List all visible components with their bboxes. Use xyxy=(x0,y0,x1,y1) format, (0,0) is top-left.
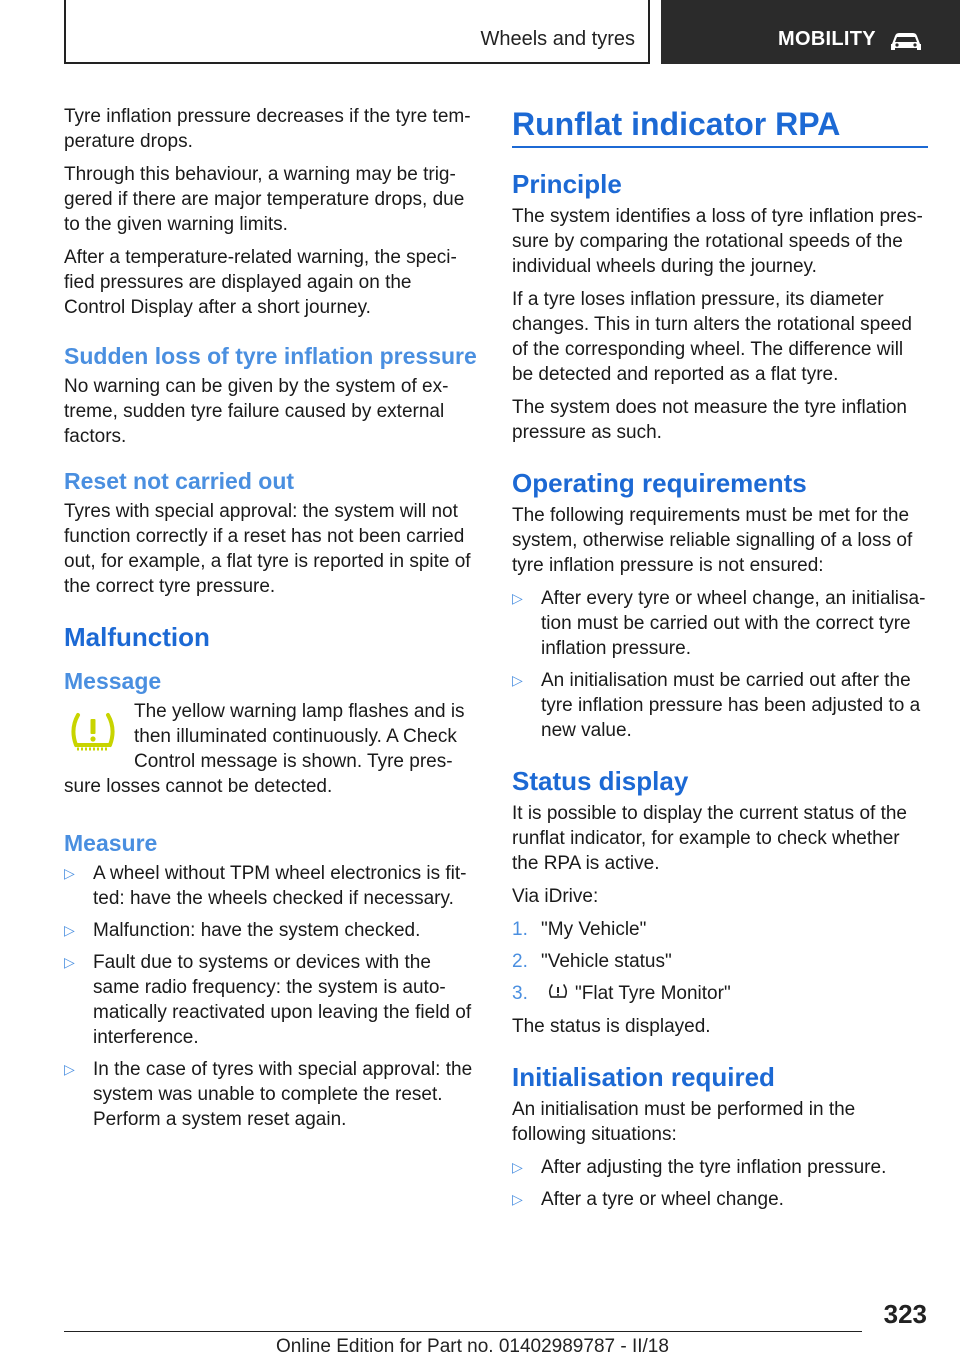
left-column xyxy=(64,104,478,1140)
triangle-bullet-icon: ▷ xyxy=(512,1191,523,1207)
header-chapter-label: MOBILITY xyxy=(778,28,876,50)
heading-initialisation-required: Initialisation required xyxy=(512,1062,775,1092)
footer-rule xyxy=(64,1331,862,1332)
triangle-bullet-icon: ▷ xyxy=(64,1061,75,1077)
list-item: 3. "Flat Tyre Monitor" xyxy=(512,983,731,1004)
tyre-pressure-warning-icon xyxy=(68,711,118,757)
right-column xyxy=(512,104,928,1220)
heading-status-display: Status display xyxy=(512,766,689,796)
paragraph: The status is displayed. xyxy=(512,1016,711,1037)
list-item: 1. "My Vehicle" xyxy=(512,919,647,940)
paragraph: The following requirements must be met for the system, otherwise reliable signalling of a loss of tyre inflation pressure is not ensured: xyxy=(512,505,913,576)
header-section-title: Wheels and tyres xyxy=(480,28,635,50)
paragraph: Through this behaviour, a warning may be trig-gered if there are major temperature drops, due to the given warning limits. xyxy=(64,164,465,235)
heading-principle: Principle xyxy=(512,169,622,199)
footer-edition: Online Edition for Part no. 01402989787 - II/18 xyxy=(276,1336,669,1357)
triangle-bullet-icon: ▷ xyxy=(512,672,523,688)
paragraph: An initialisation must be performed in the following situations: xyxy=(512,1099,856,1145)
operating-list xyxy=(512,586,928,743)
list-item: 2. "Vehicle status" xyxy=(512,951,672,972)
paragraph: The system identifies a loss of tyre inflation pres-sure by comparing the rotational speeds of the individual wheels during the journey. xyxy=(512,206,923,277)
heading-malfunction: Malfunction xyxy=(64,622,210,652)
triangle-bullet-icon: ▷ xyxy=(64,954,75,970)
heading-operating-requirements: Operating requirements xyxy=(512,468,807,498)
page-number: 323 xyxy=(883,1299,927,1329)
list-item: ▷ After every tyre or wheel change, an initialisa-tion must be carried out with the correct tyre inflation pressure. xyxy=(512,588,926,659)
list-item: ▷ In the case of tyres with special approval: the system was unable to complete the reset. Perform a system reset again. xyxy=(64,1059,473,1130)
paragraph: Via iDrive: xyxy=(512,886,599,907)
heading-reset-not-carried-out: Reset not carried out xyxy=(64,468,295,494)
initialisation-list xyxy=(512,1155,928,1212)
car-icon xyxy=(888,29,924,53)
paragraph: Tyres with special approval: the system will not function correctly if a reset has not been carried out, for example, a flat tyre is reported in spite of the correct tyre pressure. xyxy=(64,501,471,597)
paragraph: The system does not measure the tyre inflation pressure as such. xyxy=(512,397,907,443)
paragraph: If a tyre loses inflation pressure, its diameter changes. This in turn alters the rotational speed of the corresponding wheel. The difference will be detected and reported as a flat tyre. xyxy=(512,289,912,385)
triangle-bullet-icon: ▷ xyxy=(512,1159,523,1175)
list-item: ▷ After a tyre or wheel change. xyxy=(512,1189,784,1210)
triangle-bullet-icon: ▷ xyxy=(512,590,523,606)
list-item: ▷ Fault due to systems or devices with the same radio frequency: the system is auto-matically reactivated upon leaving the field of interference. xyxy=(64,952,472,1048)
flat-tyre-monitor-icon xyxy=(547,983,569,1001)
heading-runflat-indicator: Runflat indicator RPA xyxy=(512,106,841,142)
heading-sudden-loss: Sudden loss of tyre inflation pressure xyxy=(64,343,477,369)
list-item: ▷ An initialisation must be carried out after the tyre inflation pressure has been adjusted to a new value. xyxy=(512,670,921,741)
message-block xyxy=(64,699,478,807)
paragraph: Tyre inflation pressure decreases if the tyre tem-perature drops. xyxy=(64,106,471,152)
list-item: ▷ After adjusting the tyre inflation pressure. xyxy=(512,1157,887,1178)
idrive-steps xyxy=(512,917,928,1006)
header-divider xyxy=(648,0,650,64)
measure-list xyxy=(64,861,478,1132)
list-item: ▷ A wheel without TPM wheel electronics is fit-ted: have the wheels checked if necessary. xyxy=(64,863,467,909)
paragraph: No warning can be given by the system of ex-treme, sudden tyre failure caused by external factors. xyxy=(64,376,449,447)
heading-measure: Measure xyxy=(64,830,158,856)
triangle-bullet-icon: ▷ xyxy=(64,922,75,938)
paragraph: After a temperature-related warning, the speci-fied pressures are displayed again on the Control Display after a short journey. xyxy=(64,247,457,318)
list-item: ▷ Malfunction: have the system checked. xyxy=(64,920,421,941)
paragraph: It is possible to display the current status of the runflat indicator, for example to check whether the RPA is active. xyxy=(512,803,907,874)
heading-rule xyxy=(512,146,928,148)
paragraph: The yellow warning lamp flashes and is then illuminated continuously. A Check Control message is shown. Tyre pres-sure losses cannot be detected. xyxy=(64,701,465,797)
heading-message: Message xyxy=(64,668,162,694)
triangle-bullet-icon: ▷ xyxy=(64,865,75,881)
